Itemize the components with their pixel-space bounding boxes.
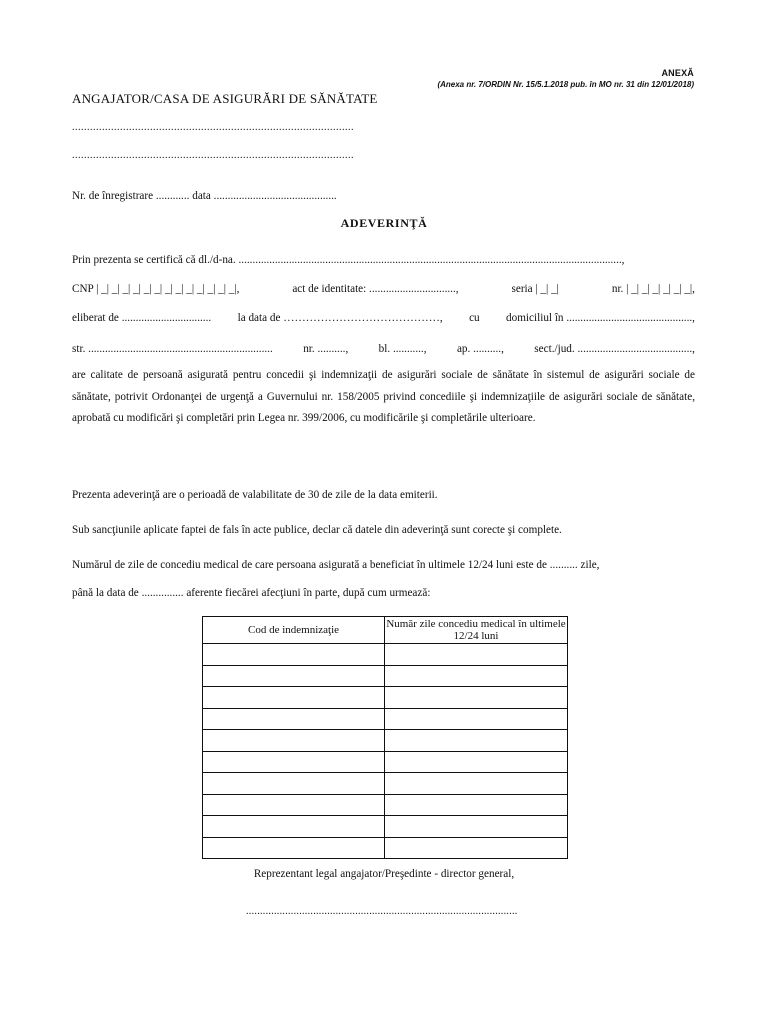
sick-days-cell xyxy=(385,708,568,730)
table-row xyxy=(203,708,568,730)
table-row xyxy=(203,837,568,859)
sick-days-cell xyxy=(385,751,568,773)
with-word: cu xyxy=(469,312,480,324)
sick-days-cell xyxy=(385,816,568,838)
issued-line xyxy=(72,312,695,324)
table-header-row xyxy=(203,617,568,644)
issued-date-field: la data de ……………………………………, xyxy=(237,312,443,324)
street-number-field: nr. .........., xyxy=(303,343,349,355)
address-line xyxy=(72,343,695,355)
indemnity-code-cell xyxy=(203,773,385,795)
sick-days-cell xyxy=(385,687,568,709)
table-row xyxy=(203,644,568,666)
sick-days-cell xyxy=(385,794,568,816)
county-field: sect./jud. ........................................., xyxy=(534,343,695,355)
table-row xyxy=(203,816,568,838)
sick-days-line: Numărul de zile de concediu medical de care persoana asigurată a beneficiat în ultimele 12/24 luni este de .......... zile, xyxy=(72,559,600,571)
street-field: str. .................................................................. xyxy=(72,343,273,355)
table-row xyxy=(203,687,568,709)
sick-leave-table xyxy=(202,616,568,859)
annex-subtitle: (Anexa nr. 7/ORDIN Nr. 15/5.1.2018 pub. în MO nr. 31 din 12/01/2018) xyxy=(437,80,694,89)
id-document-field: act de identitate: ..............................., xyxy=(292,283,459,295)
annex-header xyxy=(437,68,694,89)
table-row xyxy=(203,794,568,816)
indemnity-code-cell xyxy=(203,751,385,773)
table-row xyxy=(203,751,568,773)
domicile-field: domiciliul în ............................................., xyxy=(506,312,695,324)
indemnity-code-cell xyxy=(203,837,385,859)
table-row xyxy=(203,773,568,795)
issued-by-field: eliberat de ................................ xyxy=(72,312,212,324)
validity-statement: Prezenta adeverinţă are o perioadă de valabilitate de 30 de zile de la data emiterii. xyxy=(72,489,438,501)
indemnity-code-cell xyxy=(203,708,385,730)
indemnity-code-cell xyxy=(203,665,385,687)
sick-days-cell xyxy=(385,837,568,859)
employer-label: ANGAJATOR/CASA DE ASIGURĂRI DE SĂNĂTATE xyxy=(72,91,378,106)
table-row xyxy=(203,730,568,752)
indemnity-code-cell xyxy=(203,794,385,816)
id-number-field: nr. | _| _| _| _| _| _|, xyxy=(611,283,695,295)
sanctions-statement: Sub sancţiunile aplicate faptei de fals în acte publice, declar că datele din adeverinţă sunt corecte şi complete. xyxy=(72,524,562,536)
indemnity-code-cell xyxy=(203,730,385,752)
signature-dots: ................................................................................................. xyxy=(246,906,518,917)
indemnity-code-cell xyxy=(203,644,385,666)
sick-days-cell xyxy=(385,773,568,795)
registration-line: Nr. de înregistrare ............ data ............................................ xyxy=(72,190,337,202)
sick-days-cell xyxy=(385,730,568,752)
sick-days-cell xyxy=(385,644,568,666)
employer-address-dots: .............................................................................................. xyxy=(72,150,354,161)
sick-days-cell xyxy=(385,665,568,687)
block-field: bl. ..........., xyxy=(378,343,427,355)
column-header-sick-days: Număr zile concediu medical în ultimele 12/24 luni xyxy=(386,618,566,642)
until-date-line: până la data de ............... aferente fiecărei afecţiuni în parte, după cum urmează: xyxy=(72,587,431,599)
cnp-field: CNP | _| _| _| _| _| _| _| _| _| _| _| _| _|, xyxy=(72,283,240,295)
employer-name-dots: .............................................................................................. xyxy=(72,122,354,133)
cnp-line xyxy=(72,283,695,295)
table-row xyxy=(203,665,568,687)
certify-line: Prin prezenta se certifică că dl./d-na. ........................................................................................................................................., xyxy=(72,254,625,266)
indemnity-code-cell xyxy=(203,687,385,709)
indemnity-code-cell xyxy=(203,816,385,838)
document-title: ADEVERINŢĂ xyxy=(340,216,428,230)
apartment-field: ap. .........., xyxy=(456,343,504,355)
annex-title: ANEXĂ xyxy=(661,68,694,78)
legal-representative-label: Reprezentant legal angajator/Preşedinte - director general, xyxy=(253,868,515,880)
insured-status-paragraph: are calitate de persoană asigurată pentru concedii şi indemnizaţii de asigurări sociale de sănătate în sistemul de asigurări sociale de sănătate, potrivit Ordonanţei de urgenţă a Guvernului nr. 158/2005 privind concediile şi indemnizaţiile de asigurări sociale de sănătate, aprobată cu modificări şi completări prin Legea nr. 399/2006, cu modificările şi completările ulterioare. xyxy=(72,369,695,424)
table-body xyxy=(203,644,568,859)
column-header-indemnity-code: Cod de indemnizaţie xyxy=(203,617,385,644)
id-series-field: seria | _| _| xyxy=(511,283,559,295)
